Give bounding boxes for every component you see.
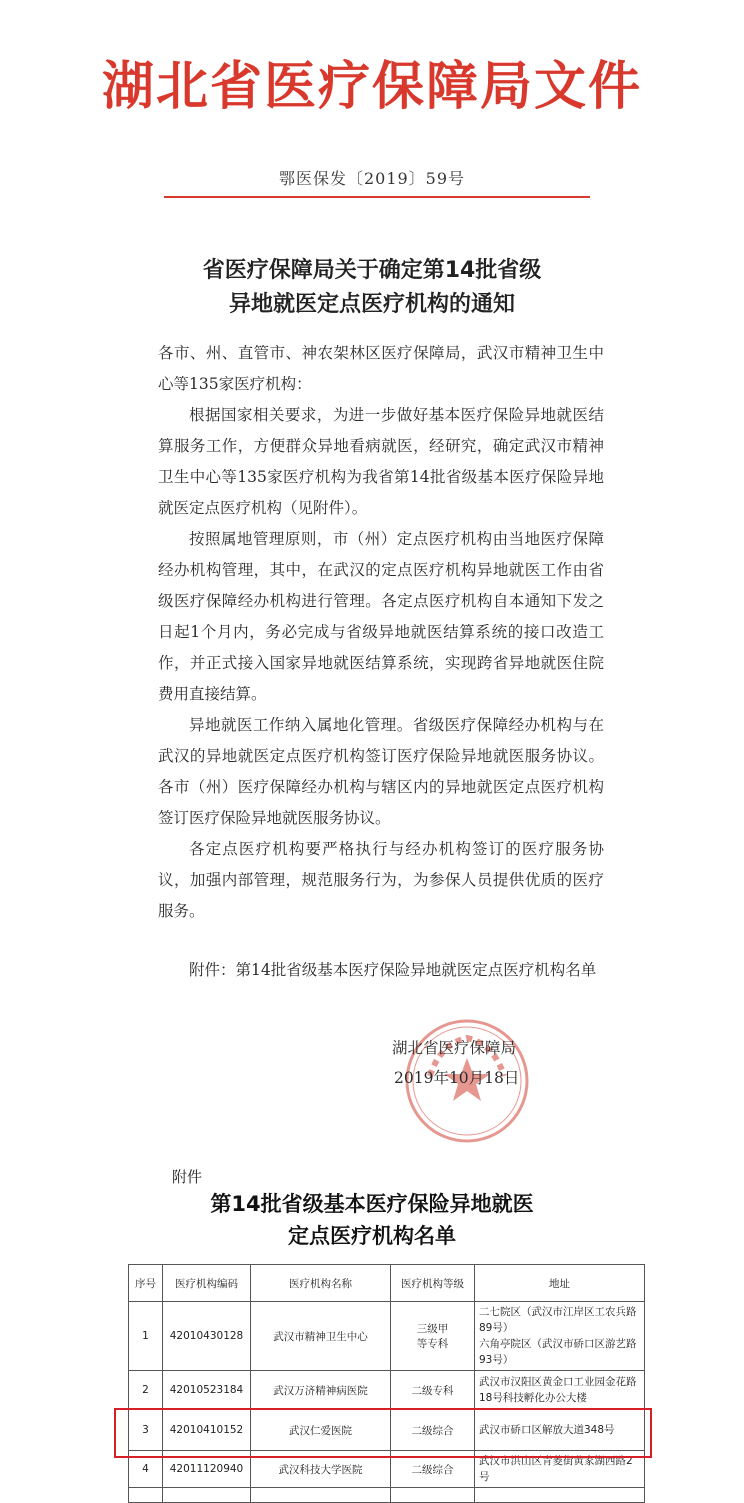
table-row <box>129 1302 645 1371</box>
paragraph: 按照属地管理原则，市（州）定点医疗机构由当地医疗保障经办机构管理，其中，在武汉的定点医疗机构异地就医工作由省级医疗保障经办机构进行管理。各定点医疗机构自本通知下发之日起1个月内，务必完成与省级异地就医结算系统的接口改造工作，并正式接入国家异地就医结算系统，实现跨省异地就医住院费用直接结算。 <box>158 530 604 703</box>
salutation: 各市、州、直管市、神农架林区医疗保障局，武汉市精神卫生中心等135家医疗机构： <box>158 344 604 393</box>
cell-address <box>475 1302 645 1371</box>
paragraph: 各定点医疗机构要严格执行与经办机构签订的医疗服务协议，加强内部管理，规范服务行为，为参保人员提供优质的医疗服务。 <box>158 840 604 920</box>
notice-title <box>0 254 744 322</box>
header-level: 医疗机构等级 <box>391 1265 475 1302</box>
cell-code: 42010430128 <box>163 1302 251 1371</box>
cell-level <box>391 1302 475 1371</box>
masthead-title: 湖北省医疗保障局文件 <box>101 56 642 117</box>
notice-title-line-1: 省医疗保障局关于确定第14批省级 <box>202 258 542 283</box>
cell-name: 武汉市精神卫生中心 <box>251 1302 391 1371</box>
cell-level: 二级专科 <box>391 1371 475 1410</box>
cell-name: 武汉科技大学医院 <box>251 1451 391 1488</box>
cell-address: 武汉市硚口区解放大道348号 <box>475 1410 645 1451</box>
paragraph: 异地就医工作纳入属地化管理。省级医疗保障经办机构与在武汉的异地就医定点医疗机构签订医疗保险异地就医服务协议。各市（州）医疗保障经办机构与辖区内的异地就医定点医疗机构签订医疗保险异地就医服务协议。 <box>158 716 604 827</box>
signature-date: 2019年10月18日 <box>394 1069 520 1087</box>
attachment-title-line-2: 定点医疗机构名单 <box>288 1224 456 1248</box>
attachment-note: 附件：第14批省级基本医疗保险异地就医定点医疗机构名单 <box>189 961 597 979</box>
header-code: 医疗机构编码 <box>163 1265 251 1302</box>
document-number: 鄂医保发〔2019〕59号 <box>278 169 466 188</box>
attachment-label: 附件 <box>172 1168 203 1186</box>
cell-code: 42011120940 <box>163 1451 251 1488</box>
notice-title-line-2: 异地就医定点医疗机构的通知 <box>228 292 515 317</box>
cell-seq: 2 <box>129 1371 163 1410</box>
cell-level-line-1: 三级甲 <box>416 1323 449 1335</box>
cell-address-line-2: 六角亭院区（武汉市硚口区游艺路93号） <box>479 1338 637 1366</box>
cell-name: 武汉仁爱医院 <box>251 1410 391 1451</box>
attachment-title <box>0 1188 744 1252</box>
cell-level-line-2: 等专科 <box>416 1338 449 1350</box>
cell-level: 二级综合 <box>391 1410 475 1451</box>
cell-name: 武汉万济精神病医院 <box>251 1371 391 1410</box>
notice-body <box>158 338 604 986</box>
cell-address-line-1: 二七院区（武汉市江岸区工农兵路89号） <box>479 1306 637 1334</box>
highlight-box <box>114 1408 652 1458</box>
institution-table <box>128 1264 645 1503</box>
red-divider-line <box>164 196 590 198</box>
header-seq: 序号 <box>129 1265 163 1302</box>
table-row-partial <box>129 1488 645 1503</box>
cell-seq: 1 <box>129 1302 163 1371</box>
cell-address: 武汉市洪山区青菱街黄家湖西路2号 <box>475 1451 645 1488</box>
paragraph: 根据国家相关要求，为进一步做好基本医疗保险异地就医结算服务工作，方便群众异地看病就医，经研究，确定武汉市精神卫生中心等135家医疗机构为我省第14批省级基本医疗保险异地就医定点医疗机构（见附件）。 <box>158 406 604 517</box>
attachment-title-line-1: 第14批省级基本医疗保险异地就医 <box>210 1192 534 1216</box>
header-name: 医疗机构名称 <box>251 1265 391 1302</box>
cell-seq: 3 <box>129 1410 163 1451</box>
table-row <box>129 1371 645 1410</box>
cell-seq: 4 <box>129 1451 163 1488</box>
cell-address: 武汉市汉阳区黄金口工业园金花路18号科技孵化办公大楼 <box>475 1371 645 1410</box>
cell-code: 42010410152 <box>163 1410 251 1451</box>
cell-level: 二级综合 <box>391 1451 475 1488</box>
header-address: 地址 <box>475 1265 645 1302</box>
signature-organization: 湖北省医疗保障局 <box>392 1039 517 1057</box>
table-header-row <box>129 1265 645 1302</box>
cell-code: 42010523184 <box>163 1371 251 1410</box>
